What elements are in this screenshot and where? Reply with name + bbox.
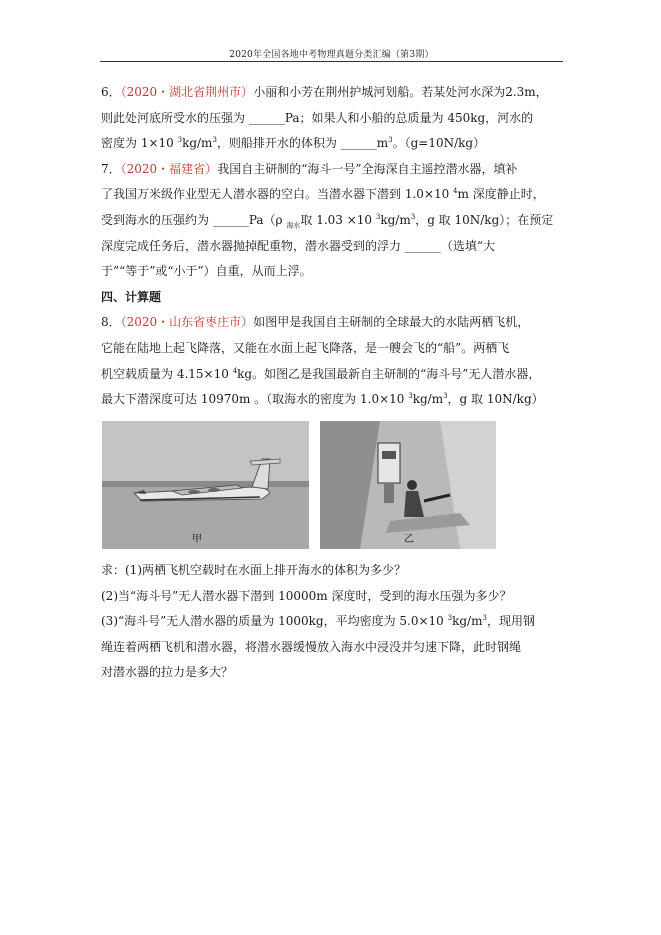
header-divider <box>100 61 563 62</box>
photo-b-caption: 乙 <box>404 534 414 545</box>
q8-text-3b: kg。如图乙是我国最新自主研制的“海斗号”无人潜水器， <box>237 366 541 381</box>
q8-ask-2: (2)当“海斗号”无人潜水器下潜到 10000m 深度时，受到的海水压强为多少？ <box>101 588 512 603</box>
q8-sup-1: 4 <box>232 366 238 375</box>
q8-text-4c: ，g 取 10N/kg） <box>447 392 544 407</box>
page-header: 2020年全国各地中考物理真题分类汇编（第3期） <box>229 50 434 60</box>
q6-sup-3: 3 <box>388 136 393 145</box>
q6-text-1: 小丽和小芳在荆州护城河划船。若某处河水深为2.3m， <box>253 85 548 99</box>
q6-source-tag: （2020・湖北省荆州市） <box>120 85 254 99</box>
aircraft-illustration <box>102 421 309 549</box>
q8-text-4a: 最大下潜深度可达 10970m 。（取海水的密度为 1.0×10 <box>101 392 409 407</box>
q7-line-3 <box>101 208 578 234</box>
q7-number: 7． <box>101 161 121 176</box>
q8-p3-sup-2: 3 <box>482 614 487 623</box>
q8-ask-1: 求：(1)两栖飞机空载时在水面上排开海水的体积为多少？ <box>101 563 407 577</box>
q7-source-tag: （2020・福建省） <box>120 161 218 176</box>
q8-ask-3-line-2: 绳连着两栖飞机和潜水器，将潜水器缓慢放入海水中浸没并匀速下降，此时钢绳 <box>101 639 522 654</box>
q8-line-4 <box>101 387 578 413</box>
q8-line-2: 它能在陆地上起飞降落，又能在水面上起飞降落，是一艘会飞的“船”。两栖飞 <box>101 340 510 355</box>
q7-text-3a: 受到海水的压强约为 ______Pa（ρ <box>101 212 287 227</box>
q6-line-1 <box>101 80 578 106</box>
q6-text-3b: kg/m <box>182 136 213 151</box>
q6-text-3d: 。（g=10N/kg） <box>392 136 486 151</box>
q8-p3-sup-1: 3 <box>447 614 453 623</box>
question-8-parts <box>101 558 578 686</box>
question-block <box>101 80 578 413</box>
q7-line-1 <box>101 157 578 183</box>
q8-p3-text-b: kg/m <box>452 614 483 629</box>
q7-text-1: 我国自主研制的“海斗一号”全海深自主遥控潜水器，填补 <box>217 161 518 176</box>
photo-a-caption: 甲 <box>192 534 202 545</box>
q8-ask-3-line-3: 对潜水器的拉力是多大？ <box>101 665 234 680</box>
q8-line-3 <box>101 362 578 388</box>
q8-line-1 <box>101 310 578 336</box>
amphibious-aircraft-photo <box>102 421 309 549</box>
q6-text-3a: 密度为 1×10 <box>101 136 178 151</box>
q8-text-4b: kg/m <box>412 392 444 407</box>
q7-text-3d: ，g 取 10N/kg）；在预定 <box>415 212 554 227</box>
q6-line-2: 则此处河底所受水的压强为 ______Pa；如果人和小船的总质量为 450kg，河水的 <box>101 110 534 125</box>
q7-text-2b: m 深度静止时， <box>457 187 545 202</box>
q6-number: 6． <box>101 85 121 99</box>
q8-ask-3-line-1 <box>101 609 578 635</box>
q6-sup-1: 3 <box>177 136 183 145</box>
q7-line-5: 于”“等于”或“小于”）自重，从而上浮。 <box>101 264 312 279</box>
q6-line-3 <box>101 131 578 157</box>
submersible-photo <box>320 421 496 549</box>
q8-p3-text-a: (3)“海斗号”无人潜水器的质量为 1000kg，平均密度为 5.0×10 <box>101 614 448 629</box>
section-title: 四、计算题 <box>101 289 162 304</box>
q7-line-2 <box>101 182 578 208</box>
q6-sup-2: 3 <box>212 136 217 145</box>
q7-text-3c: kg/m <box>380 212 411 227</box>
q7-sub-seawater: 海水 <box>286 221 301 230</box>
q8-text-1: 如图甲是我国自主研制的全球最大的水陆两栖飞机， <box>253 315 530 330</box>
q8-sup-3: 3 <box>443 392 448 401</box>
q7-sup-3: 3 <box>410 212 416 221</box>
q7-sup-1: 4 <box>453 187 458 196</box>
q8-p3-text-c: ，现用钢 <box>486 614 535 629</box>
q8-source-tag: （2020・山东省枣庄市） <box>120 315 254 330</box>
q8-sup-2: 3 <box>408 392 413 401</box>
q8-number: 8． <box>101 315 121 330</box>
q6-text-3c: ，则船排开水的体积为 ______m <box>216 136 389 151</box>
figure-photos <box>102 421 496 549</box>
q7-text-3b: 取 1.03 ×10 <box>300 212 376 227</box>
q7-line-4: 深度完成任务后，潜水器抛掉配重物，潜水器受到的浮力 ______（选填“大 <box>101 238 495 253</box>
q7-sup-2: 3 <box>375 212 381 221</box>
q8-text-3a: 机空载质量为 4.15×10 <box>101 366 233 381</box>
q7-text-2a: 了我国万米级作业型无人潜水器的空白。当潜水器下潜到 1.0×10 <box>101 187 454 202</box>
